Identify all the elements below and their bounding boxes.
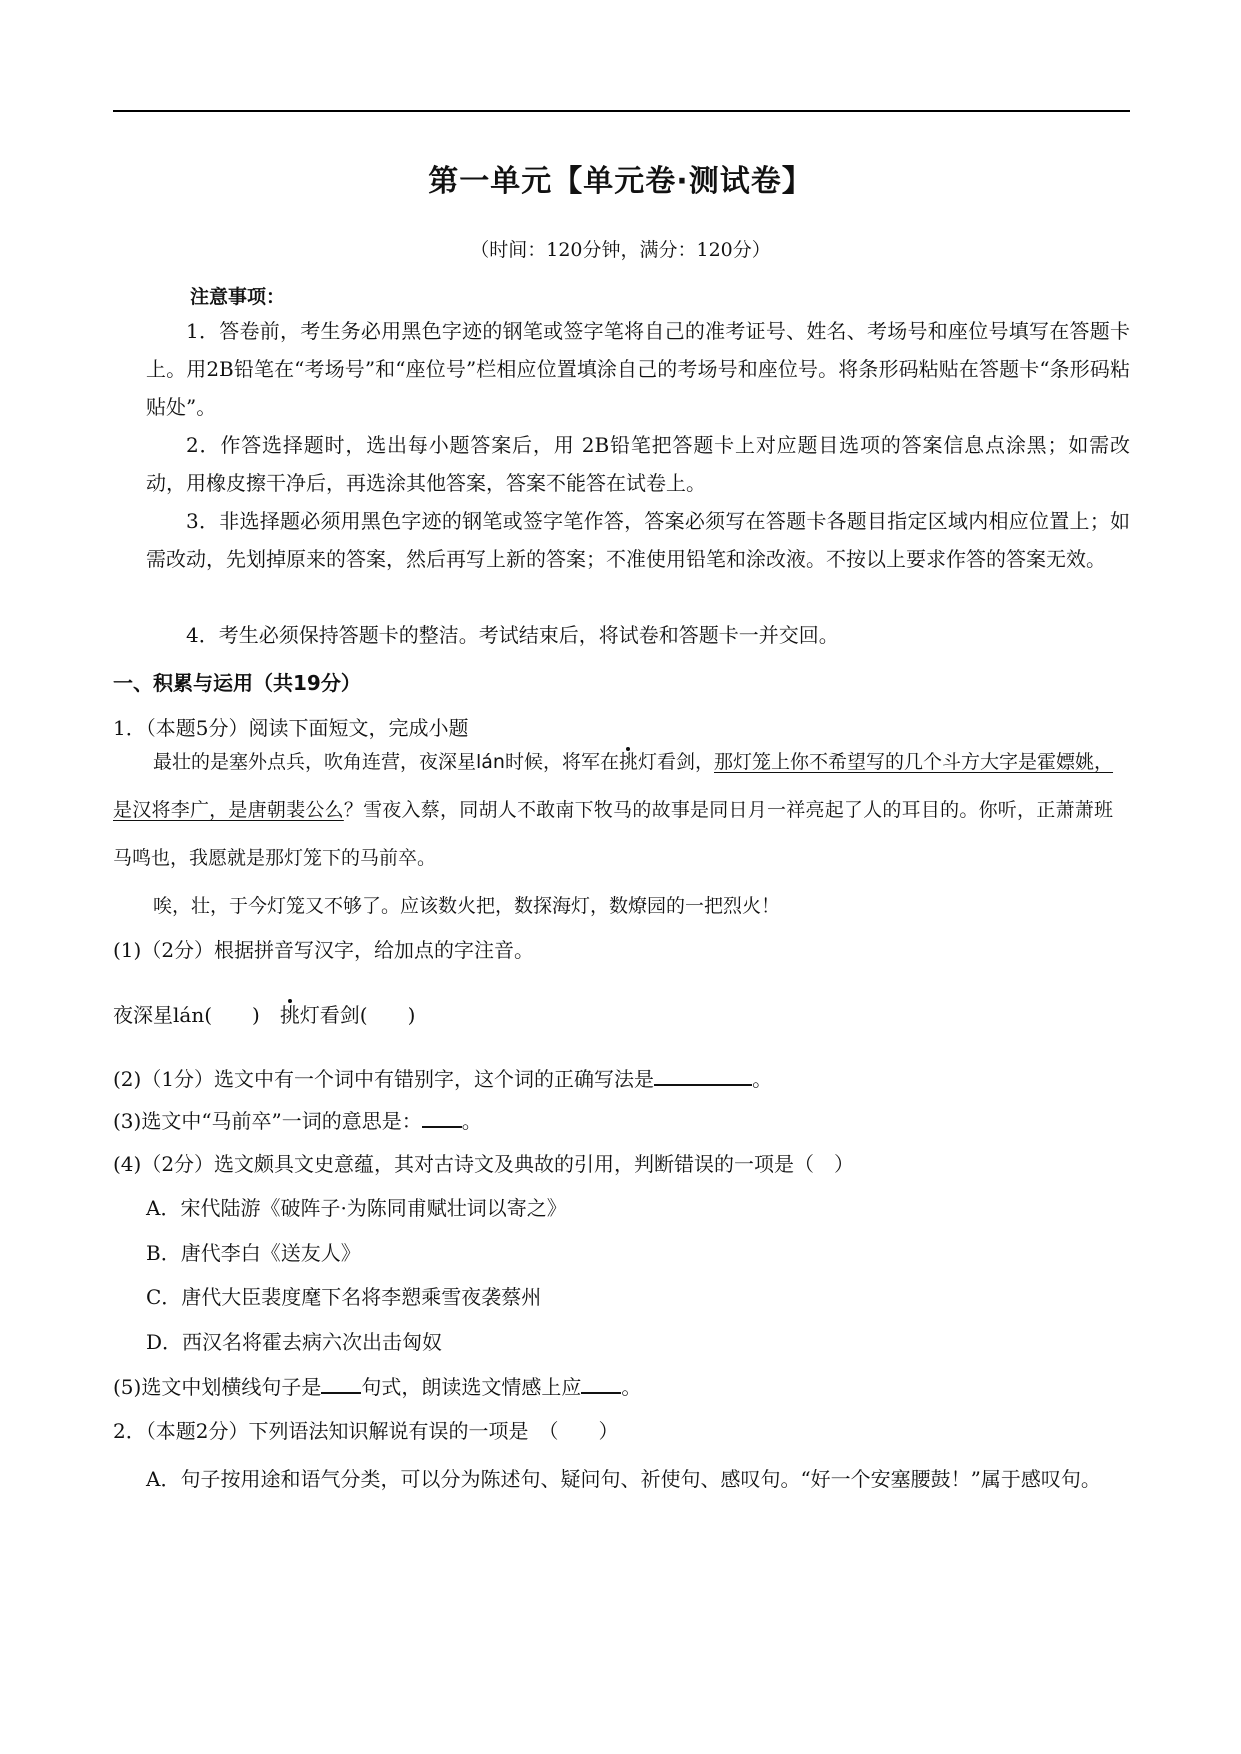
sub-question-1: (1)（2分）根据拼音写汉字，给加点的字注音。 — [113, 938, 535, 962]
exam-time-score: （时间：120分钟，满分：120分） — [470, 239, 771, 261]
dotted-char: 挑 — [618, 751, 638, 773]
pinyin-fill: 夜深星lán( ) — [113, 1003, 280, 1027]
passage-paragraph-2 — [113, 882, 1113, 930]
option-b: B．唐代李白《送友人》 — [146, 1241, 361, 1265]
answer-blank[interactable] — [422, 1108, 462, 1128]
question-2-stem: 2．（本题2分）下列语法知识解说有误的一项是 （ ） — [113, 1419, 619, 1443]
sub-question-5 — [113, 1372, 641, 1402]
passage-text-c: ？雪夜入蔡，同胡人不敢南下牧马的故事是同日月一祥亮起了人的耳目的。你听，正萧萧班马鸣也，我愿就是那灯笼下的马前卒。 — [113, 799, 1113, 869]
sub-question-3-text: (3)选文中“马前卒”一词的意思是： — [113, 1109, 422, 1133]
dotted-char-fill: 挑 — [279, 1003, 300, 1027]
notice-heading: 注意事项： — [190, 286, 286, 308]
sub-question-3-end: 。 — [461, 1109, 482, 1133]
passage-text-p2: 唉，壮，于今灯笼又不够了。应该数火把，数探海灯，数燎园的一把烈火！ — [153, 895, 781, 917]
option-c: C．唐代大臣裴度麾下名将李愬乘雪夜袭蔡州 — [146, 1285, 542, 1309]
passage-paragraph-1 — [113, 738, 1113, 882]
passage-text-b: 灯看剑， — [637, 751, 714, 773]
sub-question-2 — [113, 1064, 772, 1094]
sub-question-5-text-a: (5)选文中划横线句子是 — [113, 1375, 322, 1399]
question-2-option-a: A．句子按用途和语气分类，可以分为陈述句、疑问句、祈使句、感叹句。“好一个安塞腰鼓！”属于感叹句。 — [146, 1467, 1101, 1491]
sub-question-5-text-b: 句式，朗读选文情感上应 — [361, 1375, 582, 1399]
reading-passage — [113, 738, 1113, 930]
sub-question-5-end: 。 — [621, 1375, 642, 1399]
section-heading: 一、积累与运用（共19分） — [113, 671, 361, 695]
sub-question-2-text: (2)（1分）选文中有一个词中有错别字，这个词的正确写法是 — [113, 1067, 655, 1091]
sub-question-1-fill — [113, 1000, 415, 1030]
sub-question-3 — [113, 1106, 482, 1136]
answer-blank[interactable] — [654, 1066, 752, 1086]
top-rule — [113, 110, 1130, 112]
notice-item-3: 3．非选择题必须用黑色字迹的钢笔或签字笔作答，答案必须写在答题卡各题目指定区域内相应位置上；如需改动，先划掉原来的答案，然后再写上新的答案；不准使用铅笔和涂改液。不按以上要求作答的答案无效。 — [146, 509, 1130, 571]
answer-blank[interactable] — [321, 1374, 361, 1394]
option-d: D．西汉名将霍去病六次出击匈奴 — [146, 1330, 443, 1354]
answer-blank[interactable] — [581, 1374, 621, 1394]
sub-question-2-end: 。 — [752, 1067, 773, 1091]
pronunciation-fill: 灯看剑( ) — [299, 1003, 416, 1027]
question-1-stem: 1．（本题5分）阅读下面短文，完成小题 — [113, 716, 469, 740]
page-title: 第一单元【单元卷·测试卷】 — [428, 164, 813, 199]
passage-text-a: 最壮的是塞外点兵，吹角连营，夜深星lán时候，将军在 — [153, 751, 619, 773]
sub-question-4: (4)（2分）选文颇具文史意蕴，其对古诗文及典故的引用，判断错误的一项是（ ） — [113, 1152, 855, 1176]
option-a: A．宋代陆游《破阵子·为陈同甫赋壮词以寄之》 — [146, 1196, 567, 1220]
notice-item-4: 4．考生必须保持答题卡的整洁。考试结束后，将试卷和答题卡一并交回。 — [186, 623, 839, 647]
notice-item-2: 2．作答选择题时，选出每小题答案后，用 2B铅笔把答题卡上对应题目选项的答案信息点涂黑；如需改动，用橡皮擦干净后，再选涂其他答案，答案不能答在试卷上。 — [146, 433, 1130, 495]
underlined-sentence: 那灯笼上你不希望写的几个斗方大字是霍嫖姚，是汉将李广，是唐朝裴公么 — [113, 751, 1114, 821]
notice-item-1: 1．答卷前，考生务必用黑色字迹的钢笔或签字笔将自己的准考证号、姓名、考场号和座位号填写在答题卡上。用2B铅笔在“考场号”和“座位号”栏相应位置填涂自己的考场号和座位号。将条形码粘贴在答题卡“条形码粘贴处”。 — [146, 319, 1130, 419]
